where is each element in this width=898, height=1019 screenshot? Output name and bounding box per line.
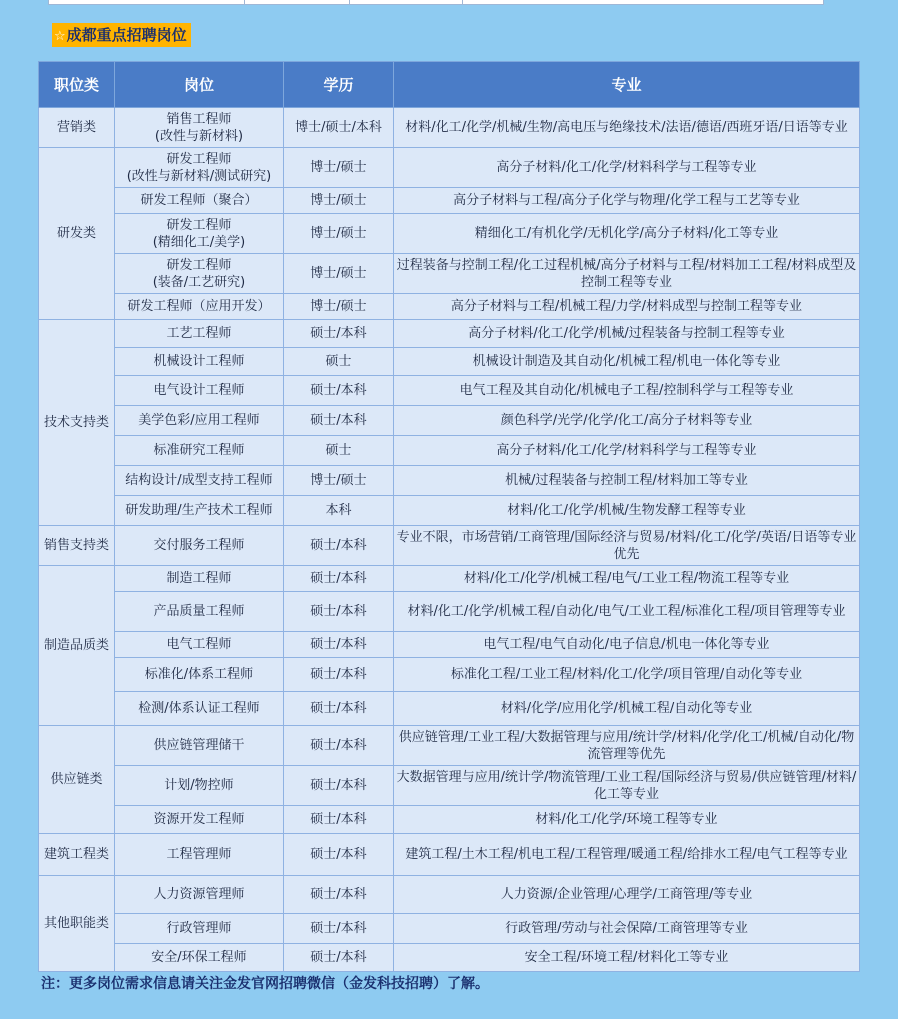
position-cell: 行政管理师 [115,914,284,944]
category-cell: 其他职能类 [39,876,115,972]
education-cell: 本科 [284,496,394,526]
major-cell: 过程装备与控制工程/化工过程机械/高分子材料与工程/材料加工工程/材料成型及控制工程等专业 [394,254,860,294]
education-cell: 博士/硕士 [284,466,394,496]
major-cell: 大数据管理与应用/统计学/物流管理/工业工程/国际经济与贸易/供应链管理/材料/化工等专业 [394,766,860,806]
positions-table [38,61,860,972]
position-cell: 研发工程师 (精细化工/美学) [115,214,284,254]
position-cell: 交付服务工程师 [115,526,284,566]
position-cell: 标准化/体系工程师 [115,658,284,692]
position-cell: 检测/体系认证工程师 [115,692,284,726]
education-cell: 博士/硕士 [284,254,394,294]
table-body [39,108,860,972]
table-row [39,692,860,726]
major-cell: 高分子材料/化工/化学/材料科学与工程等专业 [394,436,860,466]
table-row [39,214,860,254]
education-cell: 硕士 [284,436,394,466]
category-cell: 建筑工程类 [39,834,115,876]
table-row [39,320,860,348]
education-cell: 硕士/本科 [284,526,394,566]
major-cell: 电气工程及其自动化/机械电子工程/控制科学与工程等专业 [394,376,860,406]
major-cell: 高分子材料与工程/高分子化学与物理/化学工程与工艺等专业 [394,188,860,214]
position-cell: 产品质量工程师 [115,592,284,632]
major-cell: 材料/化学/应用化学/机械工程/自动化等专业 [394,692,860,726]
major-cell: 精细化工/有机化学/无机化学/高分子材料/化工等专业 [394,214,860,254]
education-cell: 硕士/本科 [284,320,394,348]
table-row [39,726,860,766]
position-cell: 研发工程师（应用开发） [115,294,284,320]
category-cell: 研发类 [39,148,115,320]
position-cell: 计划/物控师 [115,766,284,806]
table-row [39,254,860,294]
table-row [39,834,860,876]
table-row [39,526,860,566]
major-cell: 机械设计制造及其自动化/机械工程/机电一体化等专业 [394,348,860,376]
category-cell: 技术支持类 [39,320,115,526]
footer-note: 注：更多岗位需求信息请关注金发官网招聘微信（金发科技招聘）了解。 [41,976,489,992]
category-cell: 供应链类 [39,726,115,834]
major-cell: 建筑工程/土木工程/机电工程/工程管理/暖通工程/给排水工程/电气工程等专业 [394,834,860,876]
major-cell: 专业不限，市场营销/工商管理/国际经济与贸易/材料/化工/化学/英语/日语等专业优先 [394,526,860,566]
position-cell: 研发工程师 (改性与新材料/测试研究) [115,148,284,188]
major-cell: 标准化工程/工业工程/材料/化工/化学/项目管理/自动化等专业 [394,658,860,692]
major-cell: 高分子材料/化工/化学/机械/过程装备与控制工程等专业 [394,320,860,348]
star-icon: ☆ [54,29,66,44]
table-row [39,944,860,972]
position-cell: 资源开发工程师 [115,806,284,834]
table-row [39,806,860,834]
major-cell: 颜色科学/光学/化学/化工/高分子材料等专业 [394,406,860,436]
position-cell: 安全/环保工程师 [115,944,284,972]
major-cell: 供应链管理/工业工程/大数据管理与应用/统计学/材料/化学/化工/机械/自动化/物流管理等优先 [394,726,860,766]
education-cell: 硕士/本科 [284,658,394,692]
education-cell: 硕士/本科 [284,834,394,876]
table-header-row [39,62,860,108]
table-row [39,876,860,914]
major-cell: 行政管理/劳动与社会保障/工商管理等专业 [394,914,860,944]
education-cell: 硕士/本科 [284,406,394,436]
position-cell: 美学色彩/应用工程师 [115,406,284,436]
education-cell: 硕士/本科 [284,692,394,726]
table-row [39,592,860,632]
education-cell: 博士/硕士/本科 [284,108,394,148]
header-position: 岗位 [115,62,284,108]
position-cell: 研发助理/生产技术工程师 [115,496,284,526]
position-cell: 标准研究工程师 [115,436,284,466]
major-cell: 电气工程/电气自动化/电子信息/机电一体化等专业 [394,632,860,658]
table-row [39,188,860,214]
section-title [52,23,191,47]
position-cell: 供应链管理储干 [115,726,284,766]
education-cell: 硕士/本科 [284,592,394,632]
table-row [39,566,860,592]
education-cell: 博士/硕士 [284,188,394,214]
position-cell: 电气设计工程师 [115,376,284,406]
education-cell: 硕士/本科 [284,726,394,766]
category-cell: 营销类 [39,108,115,148]
position-cell: 人力资源管理师 [115,876,284,914]
position-cell: 制造工程师 [115,566,284,592]
education-cell: 硕士 [284,348,394,376]
education-cell: 硕士/本科 [284,566,394,592]
header-major: 专业 [394,62,860,108]
category-cell: 销售支持类 [39,526,115,566]
table-row [39,914,860,944]
table-row [39,348,860,376]
category-cell: 制造品质类 [39,566,115,726]
major-cell: 机械/过程装备与控制工程/材料加工等专业 [394,466,860,496]
table-row [39,632,860,658]
education-cell: 硕士/本科 [284,632,394,658]
education-cell: 硕士/本科 [284,914,394,944]
education-cell: 硕士/本科 [284,806,394,834]
education-cell: 硕士/本科 [284,876,394,914]
education-cell: 硕士/本科 [284,944,394,972]
education-cell: 博士/硕士 [284,214,394,254]
position-cell: 机械设计工程师 [115,348,284,376]
table-row [39,766,860,806]
table-row [39,294,860,320]
education-cell: 硕士/本科 [284,376,394,406]
major-cell: 材料/化工/化学/机械工程/电气/工业工程/物流工程等专业 [394,566,860,592]
table-row [39,496,860,526]
position-cell: 电气工程师 [115,632,284,658]
previous-table-edge [48,0,824,5]
position-cell: 工程管理师 [115,834,284,876]
table-row [39,406,860,436]
position-cell: 研发工程师 (装备/工艺研究) [115,254,284,294]
table-row [39,108,860,148]
table-row [39,466,860,496]
education-cell: 博士/硕士 [284,148,394,188]
education-cell: 硕士/本科 [284,766,394,806]
position-cell: 工艺工程师 [115,320,284,348]
major-cell: 高分子材料与工程/机械工程/力学/材料成型与控制工程等专业 [394,294,860,320]
major-cell: 材料/化工/化学/机械/生物发酵工程等专业 [394,496,860,526]
table-row [39,376,860,406]
table-row [39,436,860,466]
header-education: 学历 [284,62,394,108]
table-row [39,658,860,692]
table-row [39,148,860,188]
major-cell: 安全工程/环境工程/材料化工等专业 [394,944,860,972]
education-cell: 博士/硕士 [284,294,394,320]
position-cell: 研发工程师（聚合） [115,188,284,214]
major-cell: 材料/化工/化学/环境工程等专业 [394,806,860,834]
position-cell: 结构设计/成型支持工程师 [115,466,284,496]
major-cell: 材料/化工/化学/机械/生物/高电压与绝缘技术/法语/德语/西班牙语/日语等专业 [394,108,860,148]
header-category: 职位类 [39,62,115,108]
position-cell: 销售工程师 (改性与新材料) [115,108,284,148]
major-cell: 高分子材料/化工/化学/材料科学与工程等专业 [394,148,860,188]
major-cell: 人力资源/企业管理/心理学/工商管理/等专业 [394,876,860,914]
major-cell: 材料/化工/化学/机械工程/自动化/电气/工业工程/标准化工程/项目管理等专业 [394,592,860,632]
section-title-text: 成都重点招聘岗位 [66,26,187,44]
